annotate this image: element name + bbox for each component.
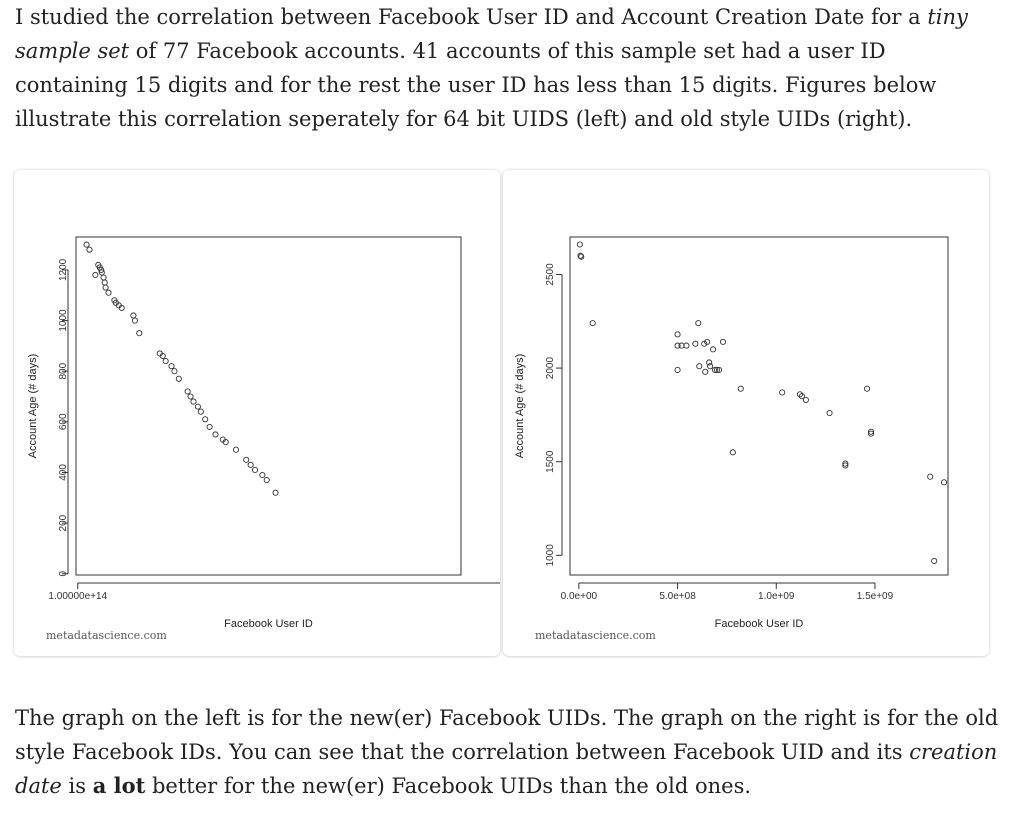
y-axis-label: Account Age (# days) [27, 353, 39, 459]
y-tick-label: 800 [58, 362, 69, 380]
conclusion-paragraph [15, 701, 1005, 803]
data-point [203, 417, 208, 422]
data-point [233, 447, 238, 452]
data-point [675, 367, 680, 372]
data-point [697, 364, 702, 369]
data-point [260, 472, 265, 477]
y-tick-label: 200 [58, 514, 69, 532]
data-point [720, 339, 725, 344]
outro-text-3: better for the new(er) Facebook UIDs than the old ones. [145, 774, 752, 798]
y-tick-label: 0 [58, 570, 69, 577]
data-point [169, 364, 174, 369]
intro-text-2: of 77 Facebook accounts. 41 accounts of this sample set had a user ID containing 15 digits and for the rest the user ID has less than 15 digits. Figures below illustrate this correlation seperately for 64 bit UIDS (left) and old style UIDs (right). [15, 39, 937, 131]
outro-strong: a lot [92, 773, 146, 798]
x-tick-label: 0.0e+00 [560, 591, 598, 602]
y-tick-label: 1500 [545, 450, 556, 473]
data-point [675, 332, 680, 337]
data-point [244, 457, 249, 462]
scatter-plot-old-uids [503, 170, 989, 656]
y-tick-label: 1200 [58, 258, 69, 282]
x-axis-label: Facebook User ID [714, 618, 804, 630]
x-tick-label: 1.00000e+14 [48, 591, 108, 602]
data-point [703, 369, 708, 374]
data-point [137, 331, 142, 336]
data-point [207, 424, 212, 429]
data-point [780, 390, 785, 395]
data-point [864, 386, 869, 391]
scatter-plot-new-uids [14, 170, 500, 656]
data-point [941, 480, 946, 485]
data-point [693, 341, 698, 346]
data-point [213, 432, 218, 437]
data-point [730, 450, 735, 455]
data-point [101, 275, 106, 280]
intro-text-1: I studied the correlation between Facebook User ID and Account Creation Date for a [15, 5, 928, 29]
data-point [684, 343, 689, 348]
data-point [191, 399, 196, 404]
data-point [928, 474, 933, 479]
data-point [932, 558, 937, 563]
data-point [176, 376, 181, 381]
data-point [188, 394, 193, 399]
data-point [198, 409, 203, 414]
data-point [679, 343, 684, 348]
data-point [252, 467, 257, 472]
data-point [163, 358, 168, 363]
y-tick-label: 2500 [545, 263, 556, 286]
x-tick-label: 1.0e+09 [758, 591, 795, 602]
data-point [248, 462, 253, 467]
data-point [738, 386, 743, 391]
y-tick-label: 1000 [545, 544, 556, 567]
chart-card-old-uids [503, 170, 989, 656]
plot-frame [76, 237, 461, 575]
x-tick-label: 5.0e+08 [659, 591, 696, 602]
data-point [577, 242, 582, 247]
chart-card-new-uids [14, 170, 500, 656]
x-tick-label: 1.5e+09 [856, 591, 894, 602]
data-point [102, 280, 107, 285]
data-point [93, 272, 98, 277]
watermark-text: metadatascience.com [535, 629, 656, 642]
y-tick-label: 2000 [545, 356, 556, 380]
outro-text-2: is [61, 774, 93, 798]
x-axis-label: Facebook User ID [224, 618, 313, 630]
data-point [87, 247, 92, 252]
data-point [273, 490, 278, 495]
outro-text-1: The graph on the left is for the new(er) Facebook UIDs. The graph on the right is for the old style Facebook IDs. You can see that the correlation between Facebook UID and its [15, 706, 999, 764]
data-point [172, 369, 177, 374]
data-point [827, 410, 832, 415]
watermark-text: metadatascience.com [46, 629, 167, 642]
data-point [185, 389, 190, 394]
data-point [106, 290, 111, 295]
data-point [84, 242, 89, 247]
plot-frame [570, 237, 948, 575]
y-tick-label: 1000 [58, 309, 69, 332]
data-point [590, 321, 595, 326]
data-point [132, 318, 137, 323]
data-point [103, 285, 108, 290]
y-axis-label: Account Age (# days) [514, 353, 526, 459]
intro-paragraph [15, 0, 1005, 136]
data-point [803, 397, 808, 402]
data-point [195, 404, 200, 409]
outro-emphasis: creation date [15, 740, 998, 798]
y-tick-label: 400 [58, 464, 69, 481]
data-point [131, 313, 136, 318]
data-point [264, 477, 269, 482]
intro-emphasis: tiny sample set [15, 5, 968, 63]
data-point [696, 321, 701, 326]
data-point [711, 347, 716, 352]
y-tick-label: 600 [58, 413, 69, 431]
